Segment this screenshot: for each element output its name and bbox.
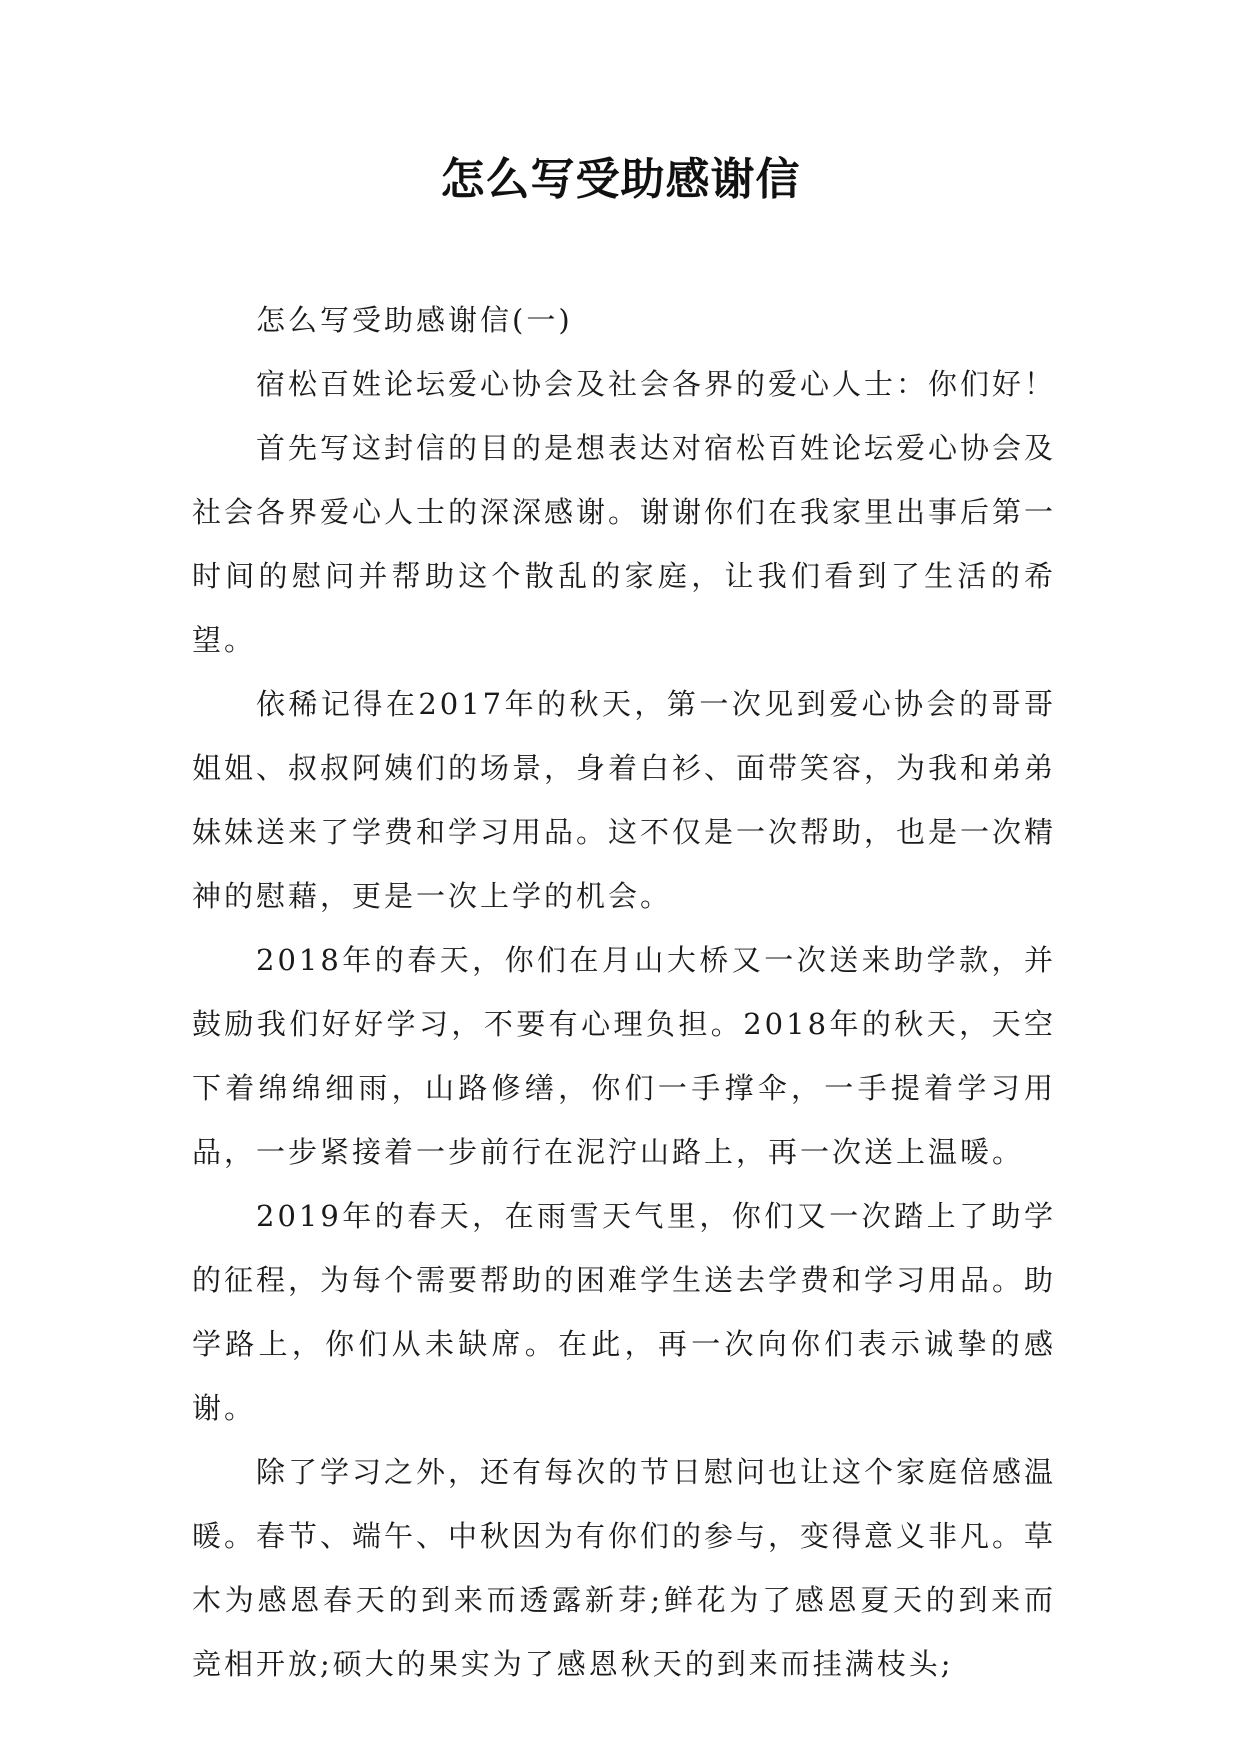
- section-heading: 怎么写受助感谢信(一): [256, 303, 573, 337]
- document-body: [192, 288, 1056, 1696]
- body-paragraph: 依稀记得在2017年的秋天，第一次见到爱心协会的哥哥姐姐、叔叔阿姨们的场景，身着白衫、面带笑容，为我和弟弟妹妹送来了学费和学习用品。这不仅是一次帮助，也是一次精神的慰藉，更是一次上学的机会。: [192, 687, 1057, 913]
- body-paragraph: 2018年的春天，你们在月山大桥又一次送来助学款，并鼓励我们好好学习，不要有心理负担。2018年的秋天，天空下着绵绵细雨，山路修缮，你们一手撑伞，一手提着学习用品，一步紧接着一步前行在泥泞山路上，再一次送上温暖。: [192, 943, 1056, 1169]
- salutation-paragraph: 宿松百姓论坛爱心协会及社会各界的爱心人士：你们好！: [256, 367, 1057, 401]
- body-paragraph: 除了学习之外，还有每次的节日慰问也让这个家庭倍感温暖。春节、端午、中秋因为有你们的参与，变得意义非凡。草木为感恩春天的到来而透露新芽;鲜花为了感恩夏天的到来而竞相开放;硕大的果实为了感恩秋天的到来而挂满枝头;: [192, 1455, 1057, 1681]
- body-paragraph: 2019年的春天，在雨雪天气里，你们又一次踏上了助学的征程，为每个需要帮助的困难学生送去学费和学习用品。助学路上，你们从未缺席。在此，再一次向你们表示诚挚的感谢。: [192, 1199, 1057, 1425]
- body-paragraph: 首先写这封信的目的是想表达对宿松百姓论坛爱心协会及社会各界爱心人士的深深感谢。谢谢你们在我家里出事后第一时间的慰问并帮助这个散乱的家庭，让我们看到了生活的希望。: [192, 431, 1057, 657]
- document-title: 怎么写受助感谢信: [440, 154, 801, 205]
